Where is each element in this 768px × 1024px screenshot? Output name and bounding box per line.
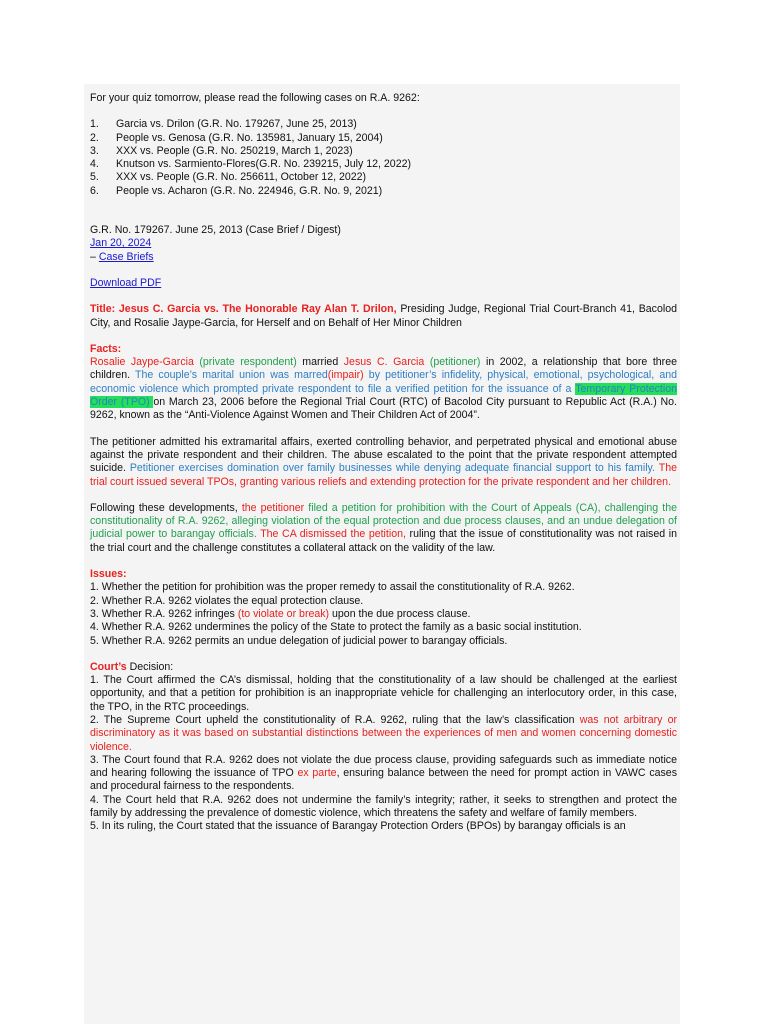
- decision-list: [90, 674, 677, 834]
- text-run: (impair): [327, 369, 364, 382]
- text-run: Rosalie Jaype-Garcia: [90, 356, 194, 369]
- text-run: The trial court issued several TPOs, granting various reliefs and extending protection for the private respondent and her children.: [90, 462, 677, 488]
- text-run: ruling that the issue of constitutionality was not raised in the trial court and the challenge constitutes a collateral attack on the validity of the law.: [90, 528, 677, 554]
- text-run: (to violate or break): [237, 607, 330, 620]
- case-briefs-link[interactable]: Case Briefs: [98, 250, 154, 263]
- text-run: Following these developments,: [90, 501, 242, 514]
- gr-number-line: G.R. No. 179267. June 25, 2013 (Case Brief / Digest): [90, 224, 341, 237]
- list-number: 6.: [90, 184, 99, 197]
- post-date-link[interactable]: Jan 20, 2024: [90, 237, 152, 250]
- text-run: on March 23, 2006 before the Regional Trial Court (RTC) of Bacolod City pursuant to Republic Act (R.A.) No. 9262, known as the “Anti-Violence Against Women and Their Children Act of 2004”.: [90, 396, 677, 422]
- text-run: 3. The Court found that R.A. 9262 does not violate the due process clause, providing safeguards such as immediate notice and hearing following the issuance of TPO: [90, 753, 677, 780]
- decision-heading-red: Court’s: [90, 660, 127, 673]
- decision-heading-rest: Decision:: [126, 660, 174, 673]
- list-number: 3.: [90, 144, 99, 157]
- text-run: The CA dismissed the petition,: [260, 528, 406, 541]
- case-title-rest: Presiding Judge, Regional Trial Court-Branch 41, Bacolod City, and Rosalie Jaype-Garcia, for Herself and on Behalf of Her Minor Children: [90, 303, 677, 329]
- case-list: [90, 118, 677, 198]
- text-run: , ensuring balance between the need for prompt action in VAWC cases and procedural fairness to the respondents.: [90, 767, 677, 793]
- intro-text: For your quiz tomorrow, please read the following cases on R.A. 9262:: [90, 92, 420, 104]
- download-pdf-link[interactable]: Download PDF: [90, 276, 162, 289]
- text-run: 4. The Court held that R.A. 9262 does not undermine the family’s integrity; rather, it seeks to strengthen and protect the family by addressing the prevalence of domestic violence, which threatens the safety and welfare of family members.: [90, 793, 677, 820]
- decision-item: [90, 714, 677, 754]
- list-item: [90, 132, 677, 145]
- text-run: married: [296, 356, 344, 369]
- text-run: 3. Whether R.A. 9262 infringes: [90, 607, 238, 620]
- list-item: [90, 158, 677, 171]
- text-run: 1. The Court affirmed the CA’s dismissal, holding that the constitutionality of a law should be challenged at the earliest opportunity, and that a petition for prohibition is an inappropriate vehicle for challenging an interlocutory order, in this case, the TPO, in the RTC proceedings.: [90, 674, 677, 713]
- case-citation: People vs. Acharon (G.R. No. 224946, G.R. No. 9, 2021): [116, 184, 383, 197]
- decision-item: [90, 754, 677, 794]
- text-run: 2. Whether R.A. 9262 violates the equal protection clause.: [90, 594, 364, 607]
- list-number: 4.: [90, 158, 99, 171]
- facts-heading: Facts:: [90, 342, 122, 355]
- issue-item: [90, 621, 677, 634]
- text-run: filed a petition for prohibition with the Court of Appeals (CA), challenging the constitutionality of R.A. 9262, alleging violation of the equal protection and due process clauses, and an undue delegation of judicial power to barangay officials.: [90, 501, 677, 541]
- dash: –: [90, 250, 99, 263]
- case-citation: Knutson vs. Sarmiento-Flores(G.R. No. 239215, July 12, 2022): [116, 158, 412, 171]
- decision-item: [90, 794, 677, 821]
- text-run: 5. In its ruling, the Court stated that the issuance of Barangay Protection Orders (BPOs) by barangay officials is an: [90, 820, 626, 833]
- decision-item: [90, 820, 677, 833]
- text-run: upon the due process clause.: [329, 607, 471, 620]
- text-run: ex parte: [297, 767, 337, 780]
- decision-heading: [90, 661, 677, 674]
- text-run: 4. Whether R.A. 9262 undermines the policy of the State to protect the family as a basic social institution.: [90, 621, 582, 634]
- text-run: (petitioner): [429, 356, 481, 369]
- case-title: [90, 303, 677, 330]
- text-run: 2. The Supreme Court upheld the constitutionality of R.A. 9262, ruling that the law’s classification: [90, 713, 580, 726]
- text-run: in 2002, a relationship that bore three children.: [90, 356, 677, 382]
- facts-paragraph-1: [90, 356, 677, 422]
- list-number: 5.: [90, 171, 99, 184]
- case-citation: XXX vs. People (G.R. No. 256611, October 12, 2022): [116, 171, 367, 184]
- highlighted-text: Temporary Protection Order (TPO): [90, 382, 677, 409]
- text-run: (private respondent): [199, 356, 297, 369]
- list-item: [90, 185, 677, 198]
- issues-heading: Issues:: [90, 568, 127, 581]
- case-citation: XXX vs. People (G.R. No. 250219, March 1, 2023): [116, 144, 353, 157]
- document-page: [84, 84, 680, 1024]
- list-number: 1.: [90, 118, 99, 131]
- issue-item: [90, 608, 677, 621]
- text-run: 1. Whether the petition for prohibition was the proper remedy to assail the constitutionality of R.A. 9262.: [90, 581, 575, 594]
- text-run: was not arbitrary or discriminatory as it was based on substantial distinctions between the experiences of men and women concerning domestic violence.: [90, 713, 677, 753]
- document-content: [90, 92, 677, 834]
- issue-item: [90, 635, 677, 648]
- text-run: The couple’s marital union was marred: [135, 369, 328, 382]
- text-run: 5. Whether R.A. 9262 permits an undue delegation of judicial power to barangay officials.: [90, 634, 508, 647]
- text-run: Petitioner exercises domination over family businesses while denying adequate financial support to his family.: [129, 462, 655, 475]
- issue-item: [90, 581, 677, 594]
- facts-paragraph-3: [90, 502, 677, 555]
- decision-item: [90, 674, 677, 714]
- list-number: 2.: [90, 131, 99, 144]
- case-citation: Garcia vs. Drilon (G.R. No. 179267, June 25, 2013): [116, 118, 357, 131]
- list-item: [90, 171, 677, 184]
- case-citation: People vs. Genosa (G.R. No. 135981, January 15, 2004): [116, 131, 383, 144]
- text-run: Jesus C. Garcia: [343, 356, 425, 369]
- issue-item: [90, 595, 677, 608]
- text-run: the petitioner: [241, 501, 305, 514]
- text-run: by petitioner’s infidelity, physical, emotional, psychological, and economic violence which prompted private respondent to file a verified petition for the issuance of a: [90, 369, 678, 395]
- list-item: [90, 145, 677, 158]
- issues-list: [90, 581, 677, 647]
- facts-paragraph-2: [90, 436, 677, 489]
- list-item: [90, 118, 677, 131]
- text-run: The petitioner admitted his extramarital affairs, exerted controlling behavior, and perpetrated physical and emotional abuse against the private respondent and their children. The abuse escalated to the point that the private respondent attempted suicide.: [90, 435, 677, 475]
- case-title-label: Title: Jesus C. Garcia vs. The Honorable Ray Alan T. Drilon,: [90, 303, 397, 316]
